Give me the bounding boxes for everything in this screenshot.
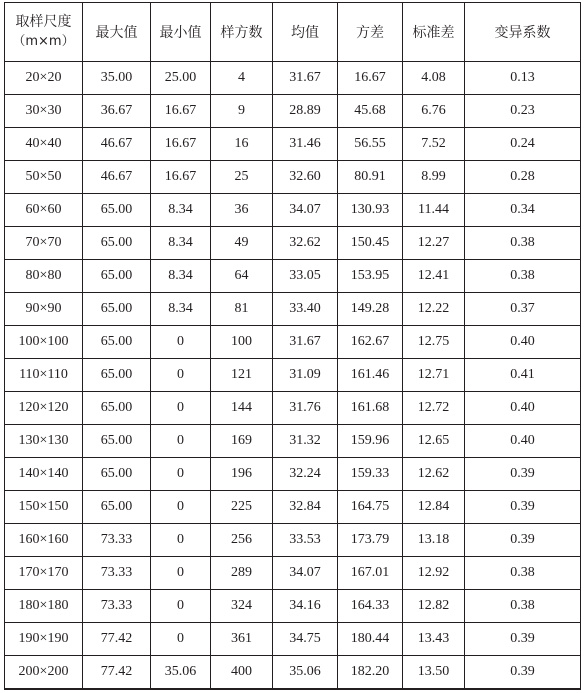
cell-quadrat-count: 100 [211, 326, 273, 359]
cell-std-dev: 12.65 [403, 425, 465, 458]
cell-std-dev: 12.82 [403, 590, 465, 623]
cell-quadrat-count: 144 [211, 392, 273, 425]
cell-cv: 0.40 [465, 326, 581, 359]
cell-quadrat-count: 25 [211, 161, 273, 194]
cell-min: 8.34 [151, 227, 211, 260]
cell-mean: 31.67 [273, 62, 338, 95]
cell-sample-size: 120×120 [5, 392, 83, 425]
cell-max: 65.00 [83, 359, 151, 392]
cell-cv: 0.38 [465, 227, 581, 260]
cell-cv: 0.39 [465, 458, 581, 491]
table-row [5, 458, 581, 491]
cell-std-dev: 12.22 [403, 293, 465, 326]
cell-variance: 153.95 [338, 260, 403, 293]
cell-mean: 31.76 [273, 392, 338, 425]
cell-sample-size: 170×170 [5, 557, 83, 590]
cell-cv: 0.37 [465, 293, 581, 326]
cell-max: 65.00 [83, 326, 151, 359]
cell-max: 77.42 [83, 623, 151, 656]
cell-quadrat-count: 324 [211, 590, 273, 623]
cell-cv: 0.24 [465, 128, 581, 161]
cell-sample-size: 190×190 [5, 623, 83, 656]
cell-mean: 31.09 [273, 359, 338, 392]
table-row [5, 392, 581, 425]
cell-std-dev: 12.75 [403, 326, 465, 359]
table-row [5, 491, 581, 524]
cell-mean: 31.46 [273, 128, 338, 161]
cell-cv: 0.39 [465, 623, 581, 656]
cell-std-dev: 13.43 [403, 623, 465, 656]
cell-min: 0 [151, 557, 211, 590]
cell-min: 0 [151, 524, 211, 557]
table-row [5, 359, 581, 392]
cell-max: 77.42 [83, 656, 151, 690]
cell-min: 0 [151, 359, 211, 392]
cell-variance: 182.20 [338, 656, 403, 690]
cell-cv: 0.34 [465, 194, 581, 227]
header-cv: 变异系数 [465, 3, 581, 62]
cell-cv: 0.38 [465, 260, 581, 293]
cell-min: 8.34 [151, 194, 211, 227]
cell-quadrat-count: 361 [211, 623, 273, 656]
cell-mean: 34.75 [273, 623, 338, 656]
cell-cv: 0.39 [465, 524, 581, 557]
cell-variance: 130.93 [338, 194, 403, 227]
cell-variance: 161.68 [338, 392, 403, 425]
cell-min: 0 [151, 458, 211, 491]
cell-mean: 34.07 [273, 557, 338, 590]
cell-sample-size: 80×80 [5, 260, 83, 293]
cell-sample-size: 20×20 [5, 62, 83, 95]
cell-min: 8.34 [151, 293, 211, 326]
header-sample-size-unit: （m×m） [12, 34, 75, 49]
cell-mean: 35.06 [273, 656, 338, 690]
cell-cv: 0.40 [465, 392, 581, 425]
cell-quadrat-count: 9 [211, 95, 273, 128]
cell-std-dev: 12.27 [403, 227, 465, 260]
cell-min: 8.34 [151, 260, 211, 293]
cell-sample-size: 140×140 [5, 458, 83, 491]
cell-variance: 161.46 [338, 359, 403, 392]
cell-max: 73.33 [83, 524, 151, 557]
cell-sample-size: 150×150 [5, 491, 83, 524]
cell-std-dev: 12.41 [403, 260, 465, 293]
cell-variance: 167.01 [338, 557, 403, 590]
cell-max: 65.00 [83, 392, 151, 425]
cell-min: 16.67 [151, 95, 211, 128]
cell-min: 35.06 [151, 656, 211, 690]
table-row [5, 194, 581, 227]
cell-quadrat-count: 289 [211, 557, 273, 590]
table-row [5, 623, 581, 656]
cell-sample-size: 180×180 [5, 590, 83, 623]
cell-std-dev: 13.18 [403, 524, 465, 557]
cell-mean: 31.32 [273, 425, 338, 458]
cell-cv: 0.40 [465, 425, 581, 458]
cell-std-dev: 11.44 [403, 194, 465, 227]
header-sample-size-label: 取样尺度 [15, 14, 72, 30]
cell-min: 16.67 [151, 128, 211, 161]
table-row [5, 161, 581, 194]
cell-min: 0 [151, 326, 211, 359]
statistics-table [4, 2, 581, 690]
cell-mean: 32.62 [273, 227, 338, 260]
header-row [5, 3, 581, 62]
cell-std-dev: 8.99 [403, 161, 465, 194]
cell-cv: 0.39 [465, 656, 581, 690]
cell-variance: 159.33 [338, 458, 403, 491]
table-row [5, 656, 581, 690]
cell-std-dev: 13.50 [403, 656, 465, 690]
cell-std-dev: 12.62 [403, 458, 465, 491]
cell-quadrat-count: 196 [211, 458, 273, 491]
table-row [5, 62, 581, 95]
cell-mean: 33.53 [273, 524, 338, 557]
header-quadrat-count: 样方数 [211, 3, 273, 62]
cell-mean: 34.07 [273, 194, 338, 227]
cell-mean: 28.89 [273, 95, 338, 128]
header-mean: 均值 [273, 3, 338, 62]
table-row [5, 326, 581, 359]
cell-sample-size: 130×130 [5, 425, 83, 458]
cell-max: 65.00 [83, 491, 151, 524]
cell-quadrat-count: 121 [211, 359, 273, 392]
cell-variance: 180.44 [338, 623, 403, 656]
cell-mean: 34.16 [273, 590, 338, 623]
cell-variance: 45.68 [338, 95, 403, 128]
cell-min: 25.00 [151, 62, 211, 95]
cell-quadrat-count: 4 [211, 62, 273, 95]
header-std-dev: 标准差 [403, 3, 465, 62]
cell-variance: 150.45 [338, 227, 403, 260]
cell-quadrat-count: 169 [211, 425, 273, 458]
cell-std-dev: 12.72 [403, 392, 465, 425]
table-row [5, 590, 581, 623]
cell-sample-size: 100×100 [5, 326, 83, 359]
cell-max: 73.33 [83, 590, 151, 623]
cell-min: 0 [151, 590, 211, 623]
cell-variance: 164.33 [338, 590, 403, 623]
cell-cv: 0.23 [465, 95, 581, 128]
cell-sample-size: 40×40 [5, 128, 83, 161]
cell-max: 65.00 [83, 227, 151, 260]
cell-quadrat-count: 81 [211, 293, 273, 326]
cell-cv: 0.38 [465, 590, 581, 623]
cell-max: 65.00 [83, 458, 151, 491]
table-row [5, 557, 581, 590]
cell-mean: 33.05 [273, 260, 338, 293]
cell-quadrat-count: 36 [211, 194, 273, 227]
cell-quadrat-count: 256 [211, 524, 273, 557]
header-max: 最大值 [83, 3, 151, 62]
cell-sample-size: 200×200 [5, 656, 83, 690]
cell-quadrat-count: 64 [211, 260, 273, 293]
cell-max: 65.00 [83, 425, 151, 458]
table-body [5, 62, 581, 690]
cell-quadrat-count: 16 [211, 128, 273, 161]
cell-cv: 0.39 [465, 491, 581, 524]
cell-std-dev: 12.92 [403, 557, 465, 590]
cell-mean: 32.60 [273, 161, 338, 194]
cell-variance: 149.28 [338, 293, 403, 326]
cell-max: 36.67 [83, 95, 151, 128]
table-row [5, 227, 581, 260]
cell-max: 65.00 [83, 194, 151, 227]
table-row [5, 293, 581, 326]
cell-cv: 0.28 [465, 161, 581, 194]
cell-mean: 32.24 [273, 458, 338, 491]
cell-min: 0 [151, 425, 211, 458]
cell-quadrat-count: 400 [211, 656, 273, 690]
cell-sample-size: 60×60 [5, 194, 83, 227]
header-sample-size [5, 3, 83, 62]
table-row [5, 128, 581, 161]
cell-max: 46.67 [83, 128, 151, 161]
table-row [5, 95, 581, 128]
cell-variance: 159.96 [338, 425, 403, 458]
cell-sample-size: 160×160 [5, 524, 83, 557]
cell-variance: 56.55 [338, 128, 403, 161]
cell-sample-size: 90×90 [5, 293, 83, 326]
cell-quadrat-count: 225 [211, 491, 273, 524]
cell-min: 0 [151, 392, 211, 425]
cell-sample-size: 50×50 [5, 161, 83, 194]
cell-sample-size: 110×110 [5, 359, 83, 392]
cell-max: 65.00 [83, 260, 151, 293]
cell-std-dev: 12.71 [403, 359, 465, 392]
cell-sample-size: 70×70 [5, 227, 83, 260]
cell-mean: 33.40 [273, 293, 338, 326]
cell-min: 0 [151, 491, 211, 524]
cell-variance: 16.67 [338, 62, 403, 95]
cell-max: 65.00 [83, 293, 151, 326]
cell-std-dev: 12.84 [403, 491, 465, 524]
header-variance: 方差 [338, 3, 403, 62]
table-row [5, 425, 581, 458]
cell-min: 16.67 [151, 161, 211, 194]
cell-std-dev: 4.08 [403, 62, 465, 95]
header-min: 最小值 [151, 3, 211, 62]
table-row [5, 524, 581, 557]
cell-variance: 173.79 [338, 524, 403, 557]
cell-variance: 164.75 [338, 491, 403, 524]
cell-max: 46.67 [83, 161, 151, 194]
cell-quadrat-count: 49 [211, 227, 273, 260]
cell-mean: 31.67 [273, 326, 338, 359]
cell-max: 73.33 [83, 557, 151, 590]
cell-cv: 0.38 [465, 557, 581, 590]
cell-cv: 0.41 [465, 359, 581, 392]
table-row [5, 260, 581, 293]
cell-sample-size: 30×30 [5, 95, 83, 128]
cell-std-dev: 6.76 [403, 95, 465, 128]
cell-variance: 162.67 [338, 326, 403, 359]
cell-std-dev: 7.52 [403, 128, 465, 161]
cell-cv: 0.13 [465, 62, 581, 95]
cell-mean: 32.84 [273, 491, 338, 524]
cell-variance: 80.91 [338, 161, 403, 194]
cell-max: 35.00 [83, 62, 151, 95]
cell-min: 0 [151, 623, 211, 656]
